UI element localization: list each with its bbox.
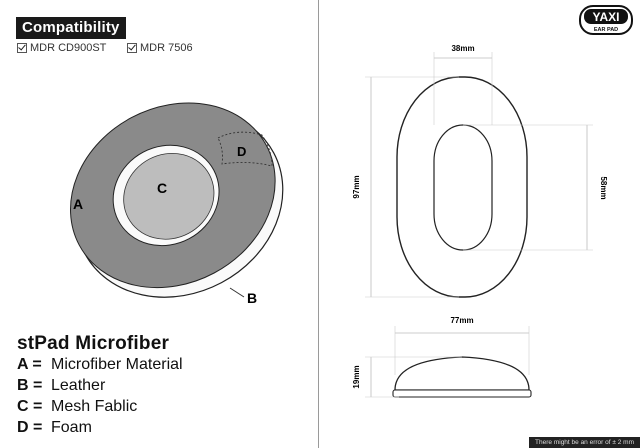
label-c: C <box>157 180 168 196</box>
legend-value: Foam <box>51 419 92 436</box>
dim-thickness: 19mm <box>352 365 361 389</box>
logo-subtext: EAR PAD <box>593 27 619 33</box>
dim-outer-width: 77mm <box>450 316 474 325</box>
legend-value: Leather <box>51 377 106 394</box>
compatibility-heading: Compatibility <box>16 17 126 39</box>
tolerance-note: There might be an error of ± 2 mm <box>529 437 640 448</box>
side-view-base <box>393 390 531 397</box>
dim-inner-width: 38mm <box>451 44 475 53</box>
yaxi-logo <box>578 4 634 36</box>
legend-value: Microfiber Material <box>51 356 183 373</box>
compat-model-label: MDR CD900ST <box>30 42 107 54</box>
dimension-drawing <box>319 0 640 448</box>
label-a: A <box>73 196 84 212</box>
legend-item <box>17 398 183 419</box>
legend-item <box>17 377 183 398</box>
compat-model-label: MDR 7506 <box>140 42 193 54</box>
material-legend <box>17 356 183 440</box>
legend-key: C = <box>17 398 43 415</box>
label-d: D <box>237 144 247 159</box>
top-view-inner-outline <box>434 125 492 250</box>
label-b-leader <box>230 288 244 297</box>
dim-inner-height: 58mm <box>599 176 608 200</box>
right-panel <box>319 0 640 448</box>
legend-item <box>17 356 183 377</box>
left-panel <box>0 0 318 448</box>
logo-wordmark: YAXI <box>592 10 620 24</box>
legend-key: B = <box>17 377 43 394</box>
legend-key: A = <box>17 356 42 373</box>
legend-key: D = <box>17 419 43 436</box>
side-view-pad <box>395 357 529 390</box>
earpad-illustration <box>0 0 318 330</box>
product-title: stPad Microfiber <box>17 333 170 354</box>
dim-outer-height: 97mm <box>352 175 361 199</box>
label-b: B <box>247 290 258 306</box>
legend-item <box>17 419 183 440</box>
legend-value: Mesh Fablic <box>51 398 138 415</box>
